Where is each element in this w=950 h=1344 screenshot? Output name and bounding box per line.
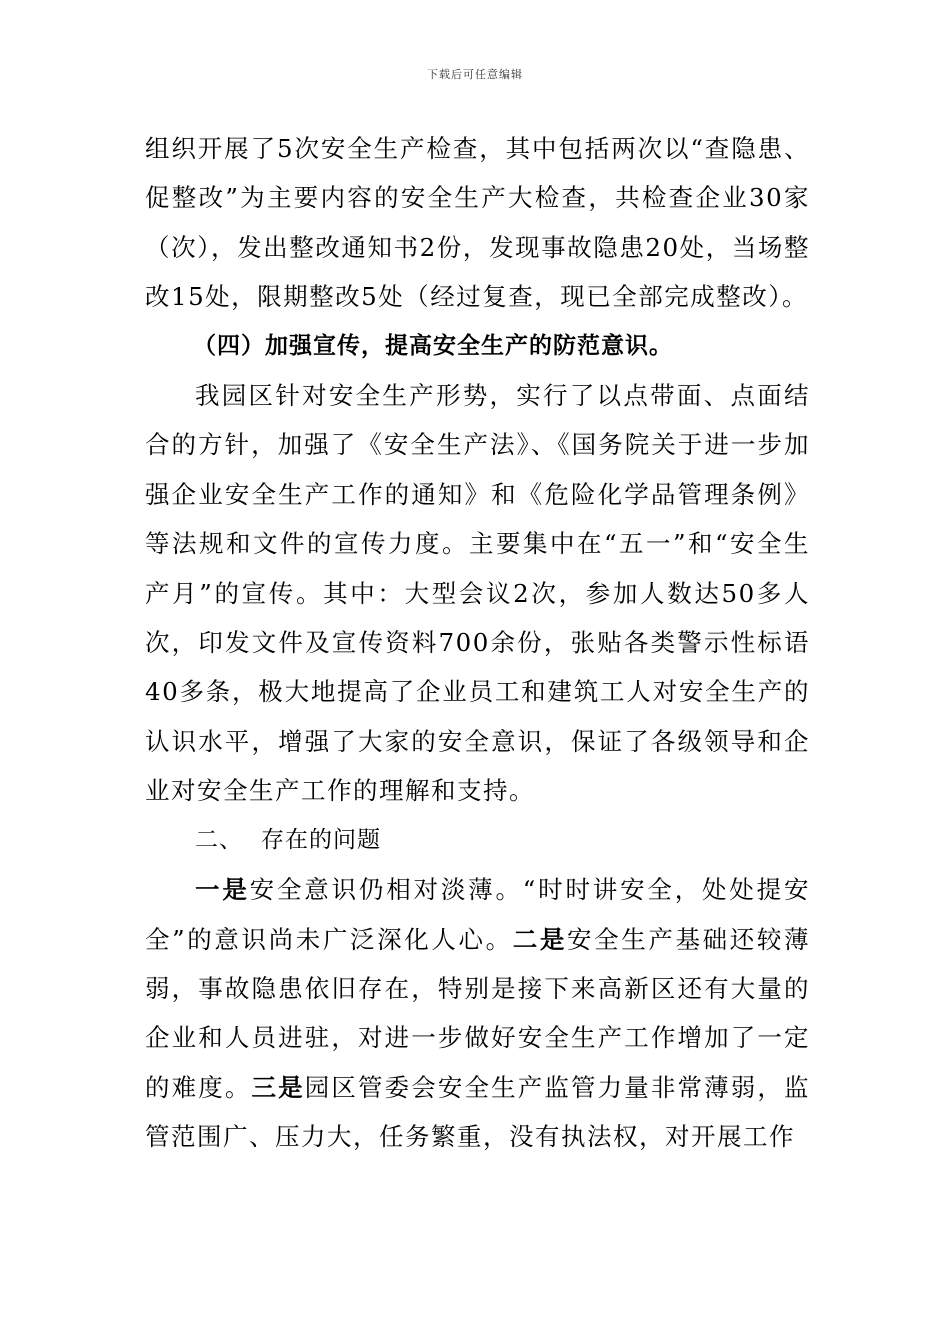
lead-second: 二是 xyxy=(512,924,568,954)
problem-first: 安全意识仍相对淡薄。“时时讲安全，处处提安全”的意识尚未广泛深化人心。 xyxy=(145,875,810,954)
problem-second: 安全生产基础还较薄弱，事故隐患依旧存在，特别是接下来高新区还有大量的企业和人员进驻，对进一步做好安全生产工作增加了一定的难度。 xyxy=(145,924,811,1102)
lead-third: 三是 xyxy=(251,1072,305,1102)
paragraph-publicity: 我园区针对安全生产形势，实行了以点带面、点面结合的方针，加强了《安全生产法》、《国务院关于进一步加强企业安全生产工作的通知》和《危险化学品管理条例》等法规和文件的宣传力度。主要集中在“五一”和“安全生产月”的宣传。其中：大型会议2次，参加人数达50多人次，印发文件及宣传资料700余份，张贴各类警示性标语40多条，极大地提高了企业员工和建筑工人对安全生产的认识水平，增强了大家的安全意识，保证了各级领导和企业对安全生产工作的理解和支持。 xyxy=(145,381,810,806)
lead-first: 一是 xyxy=(195,875,250,905)
paragraph-problems xyxy=(145,865,810,1161)
section-heading-problems xyxy=(145,816,810,865)
document-body xyxy=(145,124,810,1162)
page-header-note: 下载后可任意编辑 xyxy=(427,68,523,81)
section-number: 二、 xyxy=(195,826,243,853)
section-title: 存在的问题 xyxy=(261,826,381,853)
problem-third: 园区管委会安全生产监管力量非常薄弱，监管范围广、压力大，任务繁重，没有执法权，对开展工作 xyxy=(145,1072,810,1152)
subheading-publicity: （四）加强宣传，提高安全生产的防范意识。 xyxy=(193,332,673,359)
paragraph-inspections: 组织开展了5次安全生产检查，其中包括两次以“查隐患、促整改”为主要内容的安全生产大检查，共检查企业30家（次），发出整改通知书2份，发现事故隐患20处，当场整改15处，限期整改5处（经过复查，现已全部完成整改）。 xyxy=(145,134,810,312)
